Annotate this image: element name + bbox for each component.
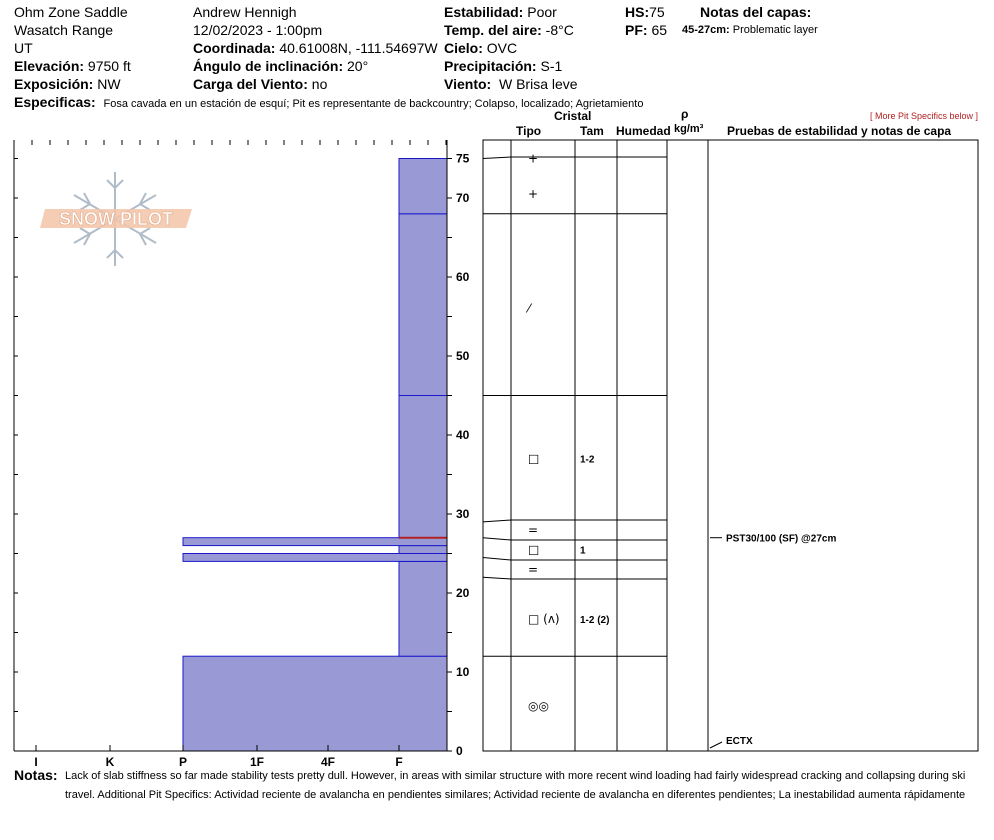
hardness-bar [183,538,447,546]
x-tick-label: 4F [320,755,336,769]
y-tick-label: 70 [456,191,470,205]
crystal-size: 1-2 (2) [580,615,610,627]
sky-value: OVC [486,40,518,56]
layer-connector [483,520,511,522]
datetime: 12/02/2023 - 1:00pm [193,22,323,38]
x-tick-label: 1F [249,755,265,769]
elevation-label: Elevación: [14,58,85,74]
wind-value: W Brisa leve [498,76,578,92]
hardness-bar [399,396,447,538]
hardness-bar [399,214,447,396]
specifics-label: Especificas: [14,94,96,110]
crystal-size: 1-2 [580,454,595,466]
y-tick-label: 50 [456,349,470,363]
wind-load-value: no [311,76,328,92]
wind-load-label: Carga del Viento: [193,76,308,92]
layer-connector [483,577,511,579]
x-tick-label: I [34,755,38,769]
air-temp-label: Temp. del aire: [444,22,542,38]
coord-label: Coordinada: [193,40,276,56]
hardness-bar [183,554,447,562]
y-tick-label: 20 [456,586,470,600]
density-unit-header: kg/m³ [674,123,704,135]
aspect-label: Exposición: [14,76,94,92]
test-label: ECTX [726,736,753,747]
crystal-symbol: ◎◎ [528,698,549,713]
hs-label: HS: [625,4,650,20]
hardness-bar [399,546,447,554]
slope-value: 20° [347,58,369,74]
hs-value: 75 [649,4,665,20]
hardness-bar [399,561,447,656]
crystal-symbol: □ [528,542,540,557]
specifics-value: Fosa cavada en un estación de esquí; Pit es representante de backcountry; Colapso, localizado; Agrietamiento [103,98,644,110]
tipo-header: Tipo [516,124,542,138]
layer-connector [483,557,511,560]
layer-connector [483,538,511,540]
aspect-value: NW [97,76,121,92]
x-tick-label: F [395,755,403,769]
hardness-bar [399,159,447,214]
pf-label: PF: [625,22,648,38]
stability-value: Poor [527,4,557,20]
y-tick-label: 10 [456,665,470,679]
wind-label: Viento: [444,76,492,92]
logo-text: SNOW PILOT [59,209,173,229]
test-pointer [710,742,722,748]
layer-table-frame [483,140,978,751]
tests-notes-header: Pruebas de estabilidad y notas de capa [727,124,952,138]
y-tick-label: 0 [456,744,463,758]
air-temp-value: -8°C [545,22,574,38]
test-label: PST30/100 (SF) @27cm [726,533,837,545]
crystal-symbol: □ (ʌ) [528,612,560,627]
crystal-symbol: = [528,562,539,577]
mountain-range: Wasatch Range [14,22,114,38]
precip-value: S-1 [540,58,563,74]
humedad-header: Humedad [616,124,671,138]
more-specifics-link[interactable]: [ More Pit Specifics below ] [870,111,979,121]
x-tick-label: K [105,755,115,769]
pf-value: 65 [651,22,668,38]
layer-note-text: Problematic layer [732,24,818,36]
crystal-symbol: = [528,522,539,537]
snowpilot-logo [40,172,192,266]
precip-label: Precipitación: [444,58,537,74]
y-tick-label: 75 [456,151,470,166]
rho-header: ρ [681,107,689,121]
location-name: Ohm Zone Saddle [14,4,128,20]
y-tick-label: 40 [456,428,470,442]
crystal-size: 1 [580,545,586,557]
crystal-symbol: + [528,151,539,166]
y-tick-label: 60 [456,270,470,284]
observer: Andrew Hennigh [193,4,297,20]
x-tick-label: P [178,755,188,769]
coord-value: 40.61008N, -111.54697W [279,40,438,56]
notes-text: Lack of slab stiffness so far made stability tests pretty dull. However, in areas with similar structure with more recent wind loading had fairly widespread cracking and collapsing during ski travel. Additional Pit Specifics: Actividad reciente de avalancha en pendientes similares; Actividad reciente de avalancha en diferentes pendientes; La inestabilidad aumenta rápidamente [65,770,966,801]
layer-notes-label: Notas del capas: [700,4,812,20]
y-tick-label: 30 [456,507,470,521]
cristal-header: Cristal [554,109,592,123]
layer-connector [483,157,511,159]
notes-label: Notas: [14,767,58,783]
crystal-symbol: □ [528,451,540,466]
hardness-bar [183,656,447,751]
slope-label: Ángulo de inclinación: [193,58,344,74]
crystal-symbol: + [528,187,539,202]
crystal-symbol: ⁄ [528,301,531,316]
tam-header: Tam [580,124,604,138]
state: UT [14,40,33,56]
stability-label: Estabilidad: [444,4,524,20]
layer-note-range: 45-27cm: [682,24,730,36]
sky-label: Cielo: [444,40,483,56]
elevation-value: 9750 ft [87,58,131,74]
